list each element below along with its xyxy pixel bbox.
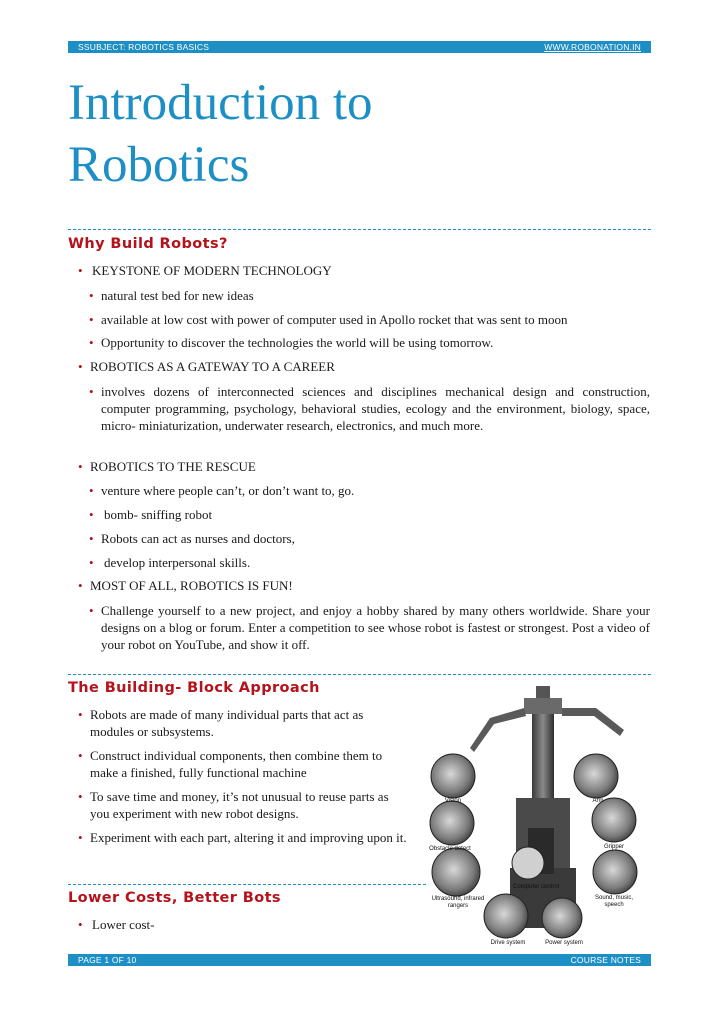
footer-page-number: PAGE 1 OF 10	[78, 955, 137, 965]
list-item: • Opportunity to discover the technologies the world will be using tomorrow.	[89, 334, 649, 351]
label-power: Power system	[545, 940, 583, 946]
list-item: • KEYSTONE OF MODERN TECHNOLOGY	[78, 262, 638, 279]
bullet-text: involves dozens of interconnected sciences and disciplines mechanical design and construction, computer programming, psychology, behavioral studies, ecology and the environment, biology, space, micro- miniaturization, underwater research, electronics, and much more.	[101, 384, 650, 433]
label-computer: Computer control	[512, 884, 560, 890]
bullet-text: develop interpersonal skills.	[104, 555, 251, 570]
label-gripper: Gripper	[603, 844, 625, 850]
list-item: • develop interpersonal skills.	[89, 554, 649, 571]
bullet-text: Robots can act as nurses and doctors,	[101, 531, 295, 546]
label-arm: Arm	[592, 798, 604, 804]
list-item: • ROBOTICS TO THE RESCUE	[78, 458, 638, 475]
section-heading-building-block: The Building- Block Approach	[68, 680, 320, 696]
bullet-label: ROBOTICS AS A GATEWAY TO A CAREER	[90, 359, 335, 374]
list-item: • involves dozens of interconnected sciences and disciplines mechanical design and construction, computer programming, psychology, behavioral studies, ecology and the environment, biology, space, micro- miniaturization, underwater research, electronics, and much more.	[89, 384, 650, 433]
bullet-label: KEYSTONE OF MODERN TECHNOLOGY	[92, 263, 332, 278]
title-line-1: Introduction to	[68, 75, 373, 131]
list-item: • available at low cost with power of computer used in Apollo rocket that was sent to moon	[89, 311, 649, 328]
list-item: • Challenge yourself to a new project, and enjoy a hobby shared by many others worldwide. Share your designs on a blog or forum. Enter a competition to see whose robot is fastest or strongest. Post a video of your robot on YouTube, and show it off.	[89, 603, 650, 652]
bullet-text: Challenge yourself to a new project, and enjoy a hobby shared by many others worldwide. Share your designs on a blog or forum. Enter a competition to see whose robot is fastest or strongest. Post a video of your robot on YouTube, and show it off.	[101, 603, 650, 652]
label-sound: Sound, music,	[594, 895, 634, 901]
list-item: • To save time and money, it’s not unusual to reuse parts as you experiment with new robot designs.	[78, 788, 410, 822]
bullet-text: Lower cost-	[92, 917, 155, 932]
footer-course-notes: COURSE NOTES	[570, 955, 641, 965]
header-subject: SSUBJECT: ROBOTICS BASICS	[78, 42, 210, 52]
list-item: • Experiment with each part, altering it and improving upon it.	[78, 829, 410, 846]
page-header	[68, 41, 651, 53]
bullet-text: Opportunity to discover the technologies the world will be using tomorrow.	[101, 335, 494, 350]
page-footer	[68, 954, 651, 966]
bullet-text: Experiment with each part, altering it and improving upon it.	[90, 830, 407, 845]
section-divider	[68, 884, 426, 885]
bullet-label: ROBOTICS TO THE RESCUE	[90, 459, 256, 474]
bullet-text: Robots are made of many individual parts that act as modules or subsystems.	[90, 707, 364, 739]
label-drive: Drive system	[490, 940, 526, 946]
list-item: • Construct individual components, then combine them to make a finished, fully functional machine	[78, 747, 410, 781]
page-title	[68, 72, 373, 196]
section-heading-lower-costs: Lower Costs, Better Bots	[68, 890, 281, 906]
section-divider	[68, 229, 651, 230]
bullet-text: natural test bed for new ideas	[101, 288, 254, 303]
bullet-text: venture where people can’t, or don’t want to, go.	[101, 483, 355, 498]
bullet-text: Construct individual components, then combine them to make a finished, fully functional machine	[90, 748, 383, 780]
list-item: • MOST OF ALL, ROBOTICS IS FUN!	[78, 577, 638, 594]
label-vision: Vision	[444, 798, 462, 804]
list-item: • Robots can act as nurses and doctors,	[89, 530, 649, 547]
robot-diagram-image	[428, 678, 655, 950]
list-item: • bomb- sniffing robot	[89, 506, 649, 523]
section-heading-why: Why Build Robots?	[68, 236, 228, 252]
list-item: • Robots are made of many individual parts that act as modules or subsystems.	[78, 706, 410, 740]
list-item: • Lower cost-	[78, 916, 410, 933]
label-obstacle: Obstacle detect	[429, 846, 471, 852]
header-website-link[interactable]: WWW.ROBONATION.IN	[544, 42, 641, 52]
list-item: • venture where people can’t, or don’t want to, go.	[89, 482, 649, 499]
section-divider	[68, 674, 651, 675]
label-ultrasound: Ultrasound, infrared	[431, 896, 485, 902]
label-rangers: rangers	[447, 903, 469, 909]
bullet-text: To save time and money, it’s not unusual to reuse parts as you experiment with new robot designs.	[90, 789, 389, 821]
list-item: • ROBOTICS AS A GATEWAY TO A CAREER	[78, 358, 638, 375]
label-speech: speech	[604, 902, 624, 908]
bullet-text: available at low cost with power of computer used in Apollo rocket that was sent to moon	[101, 312, 568, 327]
title-line-2: Robotics	[68, 137, 250, 193]
bullet-label: MOST OF ALL, ROBOTICS IS FUN!	[90, 578, 293, 593]
bullet-text: bomb- sniffing robot	[104, 507, 213, 522]
list-item: • natural test bed for new ideas	[89, 287, 649, 304]
